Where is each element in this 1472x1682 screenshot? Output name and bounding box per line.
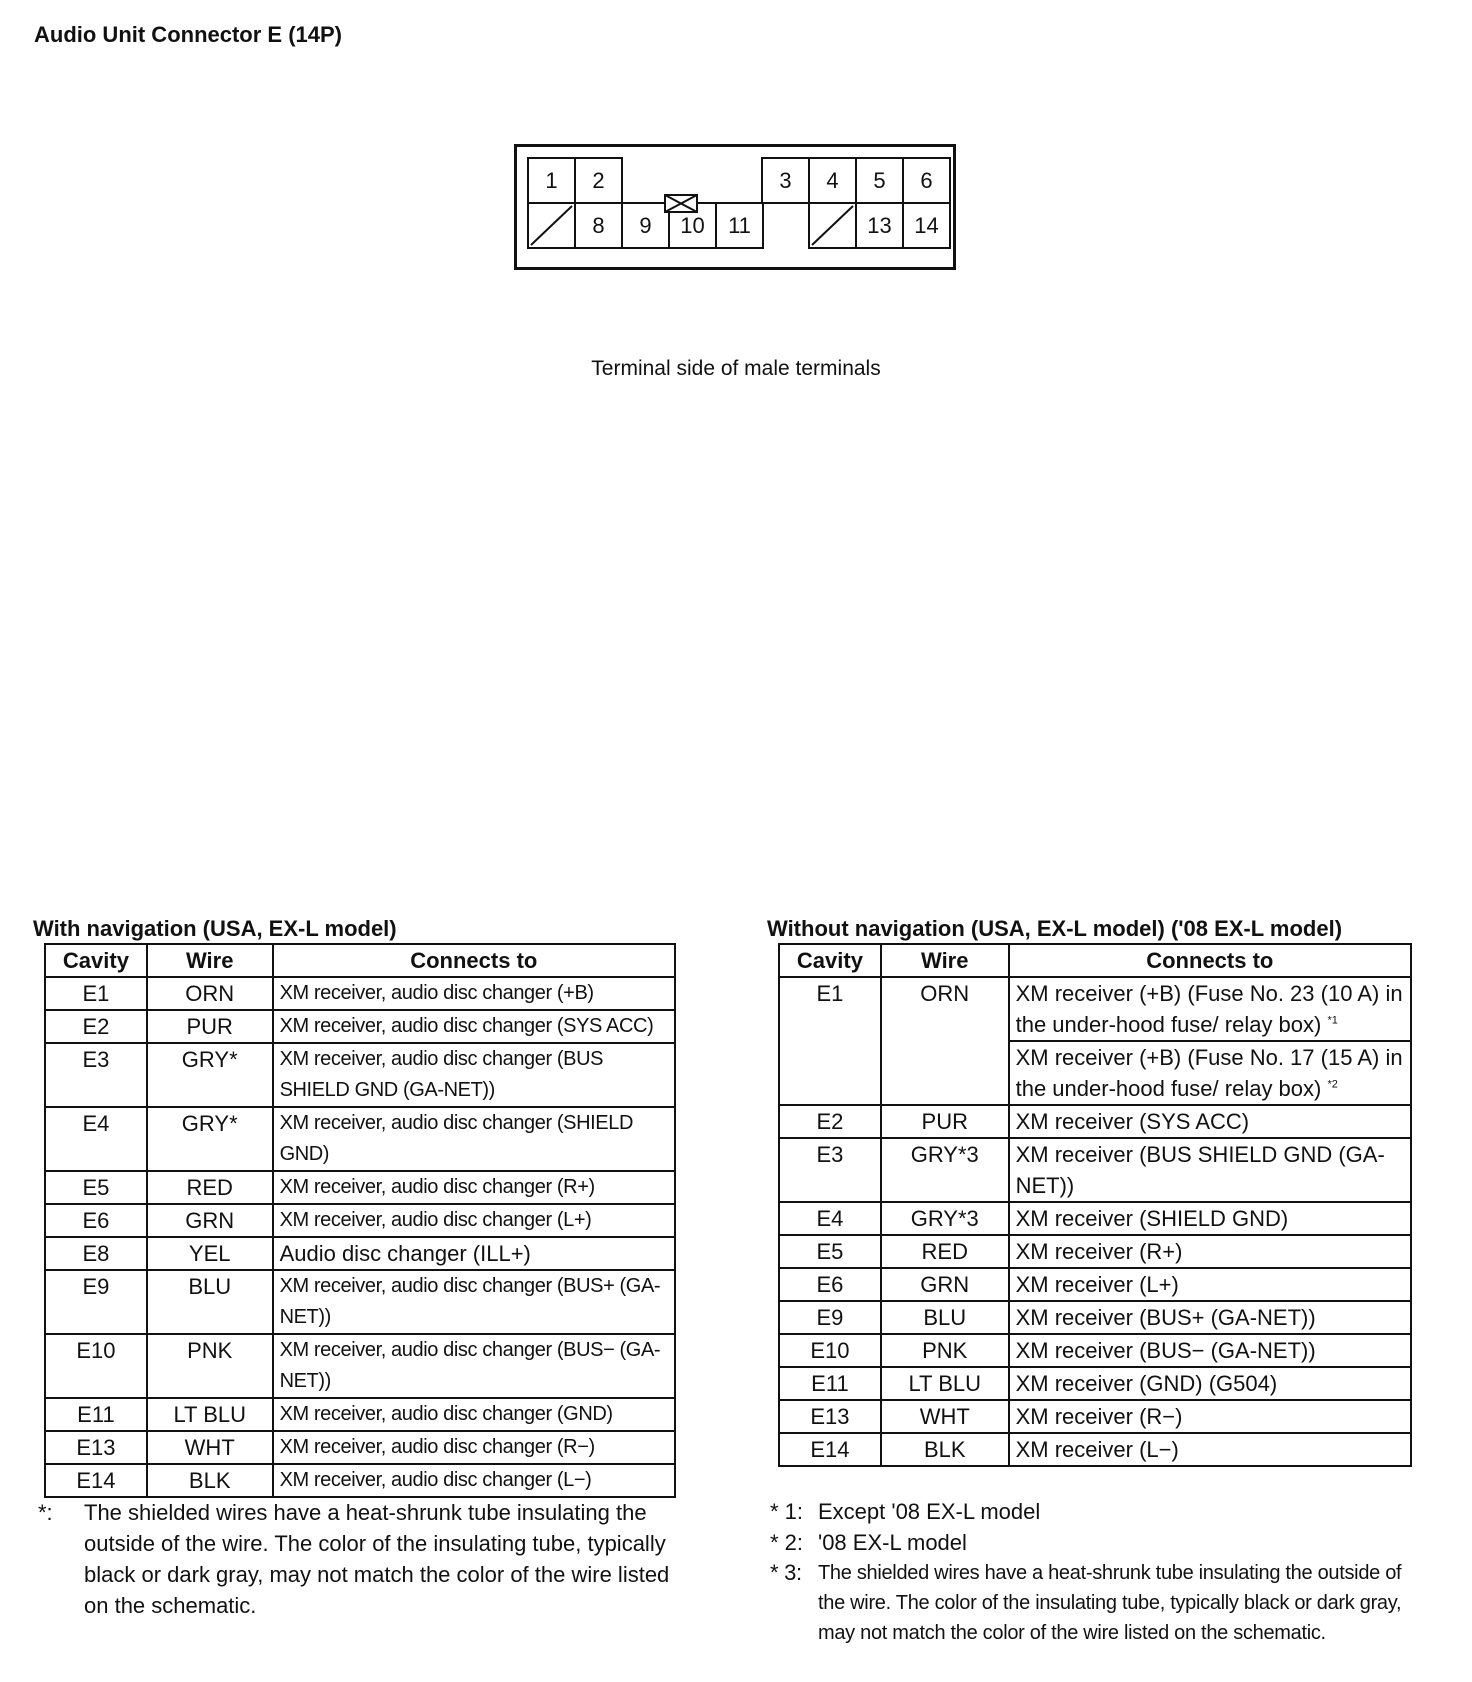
- header-cavity: Cavity: [779, 944, 881, 977]
- table-row: [45, 1107, 675, 1171]
- connects-cell: XM receiver (R+): [1009, 1235, 1411, 1268]
- wire-cell: PNK: [881, 1334, 1009, 1367]
- cavity-14: 14: [902, 202, 951, 249]
- connects-cell: XM receiver, audio disc changer (L−): [273, 1464, 675, 1497]
- connects-text: XM receiver (+B) (Fuse No. 23 (10 A) in the under-hood fuse/ relay box): [1015, 981, 1403, 1037]
- connects-cell: XM receiver (SYS ACC): [1009, 1105, 1411, 1138]
- connector-diagram: [514, 144, 956, 270]
- wire-cell: BLK: [147, 1464, 273, 1497]
- wire-cell: PNK: [147, 1334, 273, 1398]
- wire-cell: BLU: [881, 1301, 1009, 1334]
- table-row: [779, 1301, 1411, 1334]
- wire-cell: LT BLU: [881, 1367, 1009, 1400]
- footnote-1: [770, 1496, 1420, 1527]
- cavity-7-empty: [527, 202, 576, 249]
- wire-cell: WHT: [881, 1400, 1009, 1433]
- header-connects-to: Connects to: [273, 944, 675, 977]
- footnote-mark: * 2:: [770, 1530, 804, 1555]
- empty-cavity-slash-icon: [529, 204, 574, 247]
- connects-cell: XM receiver, audio disc changer (+B): [273, 977, 675, 1010]
- table-row: [45, 1334, 675, 1398]
- header-wire: Wire: [881, 944, 1009, 977]
- wire-cell: PUR: [881, 1105, 1009, 1138]
- cavity-cell: E1: [45, 977, 147, 1010]
- table-row: [779, 1235, 1411, 1268]
- cavity-cell: E3: [45, 1043, 147, 1107]
- cavity-6: 6: [902, 157, 951, 204]
- connects-cell: XM receiver, audio disc changer (R+): [273, 1171, 675, 1204]
- table-row: [45, 1043, 675, 1107]
- table-row: [779, 1138, 1411, 1202]
- wire-cell: RED: [881, 1235, 1009, 1268]
- wire-cell: ORN: [881, 977, 1009, 1105]
- nonav-pin-table: [778, 943, 1412, 1467]
- nonav-table-title: Without navigation (USA, EX-L model) ('08 EX-L model): [767, 916, 1343, 941]
- wire-cell: BLU: [147, 1270, 273, 1334]
- wire-cell: GRY*3: [881, 1138, 1009, 1202]
- footnote-mark: * 1:: [770, 1499, 804, 1524]
- connects-cell: XM receiver (R−): [1009, 1400, 1411, 1433]
- connects-cell: XM receiver, audio disc changer (BUS SHIELD GND (GA-NET)): [273, 1043, 675, 1107]
- cavity-2: 2: [574, 157, 623, 204]
- wire-cell: WHT: [147, 1431, 273, 1464]
- cavity-cell: E6: [45, 1204, 147, 1237]
- cavity-cell: E11: [779, 1367, 881, 1400]
- header-wire: Wire: [147, 944, 273, 977]
- wire-cell: YEL: [147, 1237, 273, 1270]
- nav-table-title: With navigation (USA, EX-L model): [33, 916, 397, 941]
- cavity-8: 8: [574, 202, 623, 249]
- cavity-9: 9: [621, 202, 670, 249]
- cavity-cell: E1: [779, 977, 881, 1105]
- connects-cell: Audio disc changer (ILL+): [273, 1237, 675, 1270]
- connects-cell: XM receiver (L+): [1009, 1268, 1411, 1301]
- wire-cell: LT BLU: [147, 1398, 273, 1431]
- table-row: [779, 1334, 1411, 1367]
- nav-footnote: [38, 1497, 678, 1657]
- wire-cell: GRN: [147, 1204, 273, 1237]
- table-row: [45, 1204, 675, 1237]
- table-row: [45, 977, 675, 1010]
- cavity-cell: E5: [779, 1235, 881, 1268]
- cavity-12-empty: [808, 202, 857, 249]
- connects-cell: XM receiver, audio disc changer (SYS ACC): [273, 1010, 675, 1043]
- cavity-cell: E2: [45, 1010, 147, 1043]
- table-row: [779, 1433, 1411, 1466]
- table-row: [779, 1105, 1411, 1138]
- footnote-text: The shielded wires have a heat-shrunk tube insulating the outside of the wire. The color of the insulating tube, typically black or dark gray, may not match the color of the wire listed on the schematic.: [84, 1500, 670, 1618]
- wire-cell: GRY*: [147, 1043, 273, 1107]
- connector-caption: Terminal side of male terminals: [591, 357, 881, 380]
- lock-tab-icon: [664, 194, 698, 214]
- cavity-cell: E13: [45, 1431, 147, 1464]
- cavity-3: 3: [761, 157, 810, 204]
- connects-text: XM receiver (+B) (Fuse No. 17 (15 A) in the under-hood fuse/ relay box): [1015, 1045, 1403, 1101]
- cavity-13: 13: [855, 202, 904, 249]
- cavity-cell: E2: [779, 1105, 881, 1138]
- connects-cell: XM receiver (BUS− (GA-NET)): [1009, 1334, 1411, 1367]
- footnote-2: [770, 1527, 1420, 1558]
- connects-cell: XM receiver (SHIELD GND): [1009, 1202, 1411, 1235]
- cavity-cell: E6: [779, 1268, 881, 1301]
- cavity-cell: E9: [45, 1270, 147, 1334]
- cavity-10: 10: [668, 202, 717, 249]
- wire-cell: GRY*3: [881, 1202, 1009, 1235]
- connects-cell: [1009, 1041, 1411, 1105]
- connects-cell: XM receiver, audio disc changer (SHIELD GND): [273, 1107, 675, 1171]
- header-cavity: Cavity: [45, 944, 147, 977]
- wire-cell: GRY*: [147, 1107, 273, 1171]
- cavity-cell: E3: [779, 1138, 881, 1202]
- footnote-3: [770, 1558, 1430, 1682]
- connects-cell: XM receiver, audio disc changer (BUS− (GA-NET)): [273, 1334, 675, 1398]
- cavity-4: 4: [808, 157, 857, 204]
- table-row: [45, 1171, 675, 1204]
- table-row: [45, 1464, 675, 1497]
- cavity-cell: E11: [45, 1398, 147, 1431]
- connects-cell: XM receiver (L−): [1009, 1433, 1411, 1466]
- cavity-cell: E14: [779, 1433, 881, 1466]
- connects-cell: XM receiver (BUS+ (GA-NET)): [1009, 1301, 1411, 1334]
- connects-cell: XM receiver, audio disc changer (GND): [273, 1398, 675, 1431]
- table-row: [45, 1398, 675, 1431]
- cavity-cell: E4: [45, 1107, 147, 1171]
- footnote-ref: *2: [1327, 1078, 1338, 1091]
- footnote-text: '08 EX-L model: [818, 1530, 967, 1555]
- footnote-text: Except '08 EX-L model: [818, 1499, 1041, 1524]
- table-header-row: [45, 944, 675, 977]
- footnote-mark: *:: [38, 1500, 53, 1525]
- table-row: [45, 1010, 675, 1043]
- connects-cell: XM receiver, audio disc changer (L+): [273, 1204, 675, 1237]
- wire-cell: RED: [147, 1171, 273, 1204]
- cavity-cell: E10: [45, 1334, 147, 1398]
- wire-cell: PUR: [147, 1010, 273, 1043]
- cavity-cell: E8: [45, 1237, 147, 1270]
- connects-cell: XM receiver (BUS SHIELD GND (GA-NET)): [1009, 1138, 1411, 1202]
- footnote-ref: *1: [1327, 1014, 1338, 1027]
- nav-pin-table: [44, 943, 676, 1498]
- connects-cell: XM receiver (GND) (G504): [1009, 1367, 1411, 1400]
- cavity-11: 11: [715, 202, 764, 249]
- wire-cell: GRN: [881, 1268, 1009, 1301]
- table-row: [779, 977, 1411, 1041]
- cavity-cell: E4: [779, 1202, 881, 1235]
- wire-cell: BLK: [881, 1433, 1009, 1466]
- table-row: [779, 1367, 1411, 1400]
- cavity-1: 1: [527, 157, 576, 204]
- table-row: [779, 1202, 1411, 1235]
- connects-cell: XM receiver, audio disc changer (BUS+ (GA-NET)): [273, 1270, 675, 1334]
- footnote-text: The shielded wires have a heat-shrunk tube insulating the outside of the wire. The color of the insulating tube, typically black or dark gray, may not match the color of the wire listed on the schematic.: [818, 1562, 1402, 1644]
- header-connects-to: Connects to: [1009, 944, 1411, 977]
- table-header-row: [779, 944, 1411, 977]
- cavity-cell: E14: [45, 1464, 147, 1497]
- connects-cell: [1009, 977, 1411, 1041]
- table-row: [45, 1237, 675, 1270]
- table-row: [779, 1400, 1411, 1433]
- cavity-cell: E13: [779, 1400, 881, 1433]
- table-row: [45, 1270, 675, 1334]
- wire-cell: ORN: [147, 977, 273, 1010]
- cavity-cell: E5: [45, 1171, 147, 1204]
- page-title: Audio Unit Connector E (14P): [34, 22, 342, 47]
- cavity-cell: E10: [779, 1334, 881, 1367]
- table-row: [45, 1431, 675, 1464]
- cavity-5: 5: [855, 157, 904, 204]
- connects-cell: XM receiver, audio disc changer (R−): [273, 1431, 675, 1464]
- cavity-cell: E9: [779, 1301, 881, 1334]
- table-row: [779, 1268, 1411, 1301]
- empty-cavity-slash-icon: [810, 204, 855, 247]
- footnote-mark: * 3:: [770, 1560, 802, 1585]
